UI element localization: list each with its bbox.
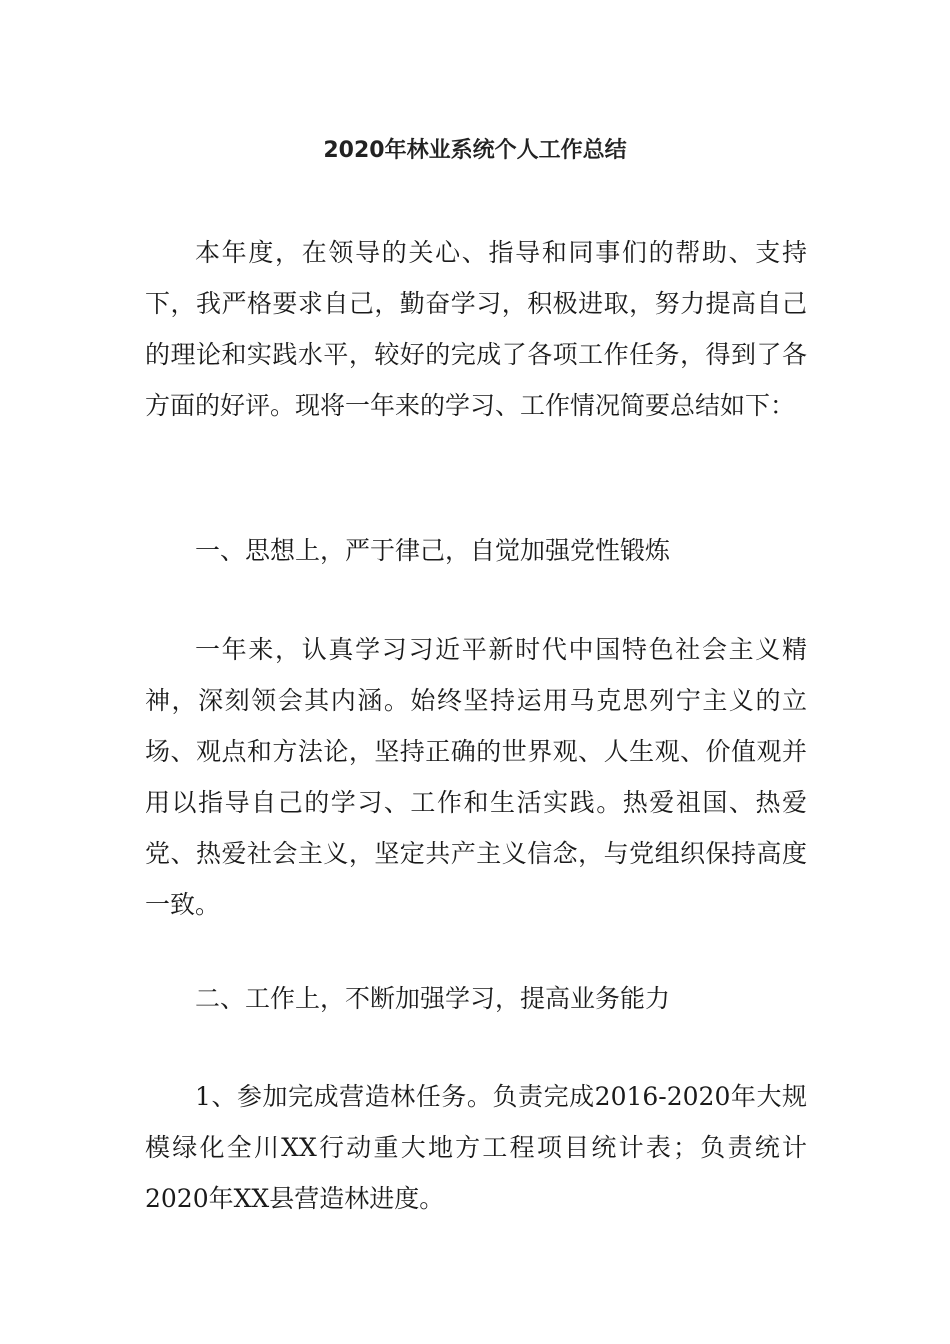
document-title: 2020年林业系统个人工作总结 xyxy=(323,138,627,163)
intro-paragraph: 本年度，在领导的关心、指导和同事们的帮助、支持下，我严格要求自己，勤奋学习，积极进取，努力提高自己的理论和实践水平，较好的完成了各项工作任务，得到了各方面的好评。现将一年来的学习、工作情况简要总结如下： xyxy=(145,238,807,420)
section-1-paragraph: 一年来，认真学习习近平新时代中国特色社会主义精神，深刻领会其内涵。始终坚持运用马克思列宁主义的立场、观点和方法论，坚持正确的世界观、人生观、价值观并用以指导自己的学习、工作和生活实践。热爱祖国、热爱党、热爱社会主义，坚定共产主义信念，与党组织保持高度一致。 xyxy=(145,635,807,919)
section-2-item-1-paragraph: 1、参加完成营造林任务。负责完成2016-2020年大规模绿化全川XX行动重大地方工程项目统计表；负责统计2020年XX县营造林进度。 xyxy=(145,1082,807,1213)
section-1-heading: 一、思想上，严于律己，自觉加强党性锻炼 xyxy=(195,536,671,565)
section-2-heading: 二、工作上，不断加强学习，提高业务能力 xyxy=(195,984,671,1013)
